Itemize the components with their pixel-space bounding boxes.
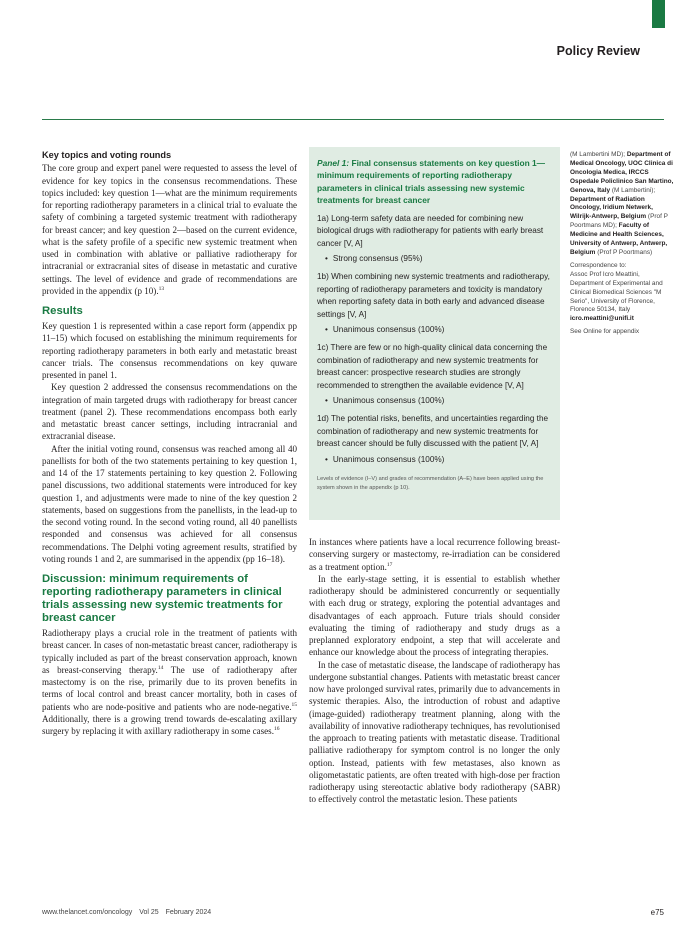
paragraph-results-1: Key question 1 is represented within a case report form (appendix pp 11–15) which focused on establishing the minimum requirements for reporting radiotherapy parameters in both early and metastatic breast cancer trials. The consensus recommendations on key quware presented in panel 1.: [42, 321, 297, 380]
main-column-left: [42, 149, 297, 737]
consensus-1b: • Unanimous consensus (100%): [325, 324, 552, 337]
statement-1d: 1d) The potential risks, benefits, and uncertainties regarding the combination of radiotherapy and new systemic treatments for breast cancer should be fully discussed with the patient [V, A]: [317, 413, 549, 449]
heading-key-topics: Key topics and voting rounds: [42, 150, 172, 160]
footer-left: [42, 909, 211, 916]
correspondence-email[interactable]: icro.meattini@unifi.it: [570, 315, 634, 323]
statement-1a: 1a) Long-term safety data are needed for combining new biological drugs with radiotherapy for patients with early breast cancer [V, A]: [317, 213, 544, 248]
heading-discussion: Discussion: minimum requirements of reporting radiotherapy parameters in clinical trials assessing new systemic treatments for breast cancer: [42, 573, 283, 624]
main-column-right: [309, 536, 560, 806]
paragraph-metastatic: In the case of metastatic disease, the landscape of radiotherapy has undergone substantial changes. Patients with metastatic breast cancer now have prolonged survival rates, primarily due to advancements in systemic therapies. Also, the introduction of robust and adaptive (image-guided) radiotherapy treatment planning, along with the availability of innovative radiotherapy techniques, has revolutionised the approach to treating patients with metastatic disease. Traditional palliative radiotherapy for symptom control is no longer the only option. Instead, patients with few metastases, also known as oligometastatic patients, are often treated with high-dose per fraction radiotherapy using stereotactic ablative body radiotherapy (SABR) to effectively control the metastatic lesion. These patients: [309, 659, 560, 805]
consensus-1c: • Unanimous consensus (100%): [325, 395, 552, 408]
footer-volume: Vol 25: [139, 909, 159, 916]
section-title: Policy Review: [556, 44, 640, 58]
correspondence-block: Correspondence to: Assoc Prof Icro Meattini, Department of Experimental and Clinical Biomedical Sciences "M Serio", University of Florence, Florence 50134, Italy icro.meattini@unifi.it: [570, 261, 663, 323]
affiliation-block: (M Lambertini MD); Department of Medical Oncology, UOC Clinica di Oncologia Medica, IRCCS Ospedale Policlinico San Martino, Genova, Italy (M Lambertini); Department of Radiation Oncology, Iridium Netwerk, Wilrijk-Antwerp, Belgium (Prof P Poortmans MD); Faculty of Medicine and Health Sciences, University of Antwerp, Antwerp, Belgium (Prof P Poortmans): [570, 151, 674, 256]
citation: 17: [386, 561, 393, 568]
paragraph-key-topics: The core group and expert panel were requested to assess the level of evidence for key topics in the consensus recommendations. These topics included: key question 1—what are the minimum requirements for reporting radiotherapy parameters in a clinical trial to evaluate the safety of combining a targeted systemic treatment with radiotherapy for breast cancer; and key question 2—based on the current evidence, what is the safety profile of a specific new systemic treatment when used in combination with ablative or palliative radiotherapy for intracranial or extracranial sites of disease in metastatic and curative settings. The level of evidence and grade of recommendations are provided in the appendix (p 10).$^{13}$: [42, 163, 297, 296]
paragraph-results-2: Key question 2 addressed the consensus recommendations on the integration of main targeted drugs with radiotherapy for breast cancer treatment (panel 2). These recommendations encompass both early and metastatic breast cancer settings, including intracranial and extracranial disease.: [42, 382, 297, 442]
citation: 14: [157, 664, 164, 671]
statement-1b: 1b) When combining new systemic treatments and radiotherapy, reporting of radiotherapy parameters and toxicity is mandatory when reporting safety data in both early and advanced disease settings [V, A]: [317, 272, 550, 319]
statement-1c: 1c) There are few or no high-quality clinical data concerning the combination of radiotherapy and new systemic treatments for breast cancer: prospective research studies are strongly recommended to strengthen the available evidence [V, A]: [317, 342, 548, 390]
heading-results: Results: [42, 305, 83, 317]
paragraph-early-stage: In the early-stage setting, it is essential to establish whether radiotherapy should be administered concurrently or sequentially with each drug or strategy, exploring the potential advantages and disadvantages of each approach. Future trials should consider evaluating the timing of radiotherapy and study drugs as a preplanned exploratory endpoint, a step that will accelerate and enhance our knowledge about the process of integrating therapies.: [309, 573, 560, 658]
citation: 13: [158, 285, 165, 292]
paragraph-recurrence: In instances where patients have a local recurrence following breast-conserving surgery or mastectomy, re-irradiation can be considered as a treatment option.$^{17}$: [309, 537, 560, 572]
section-color-tab: [652, 0, 665, 28]
citation: 16: [273, 725, 280, 732]
panel-title: Panel 1: Final consensus statements on key question 1—minimum requirements of reporting radiotherapy parameters in clinical trials assessing new systemic treatments for breast cancer: [317, 158, 546, 206]
footer-url[interactable]: www.thelancet.com/oncology: [42, 909, 133, 916]
panel-1-box: [309, 147, 560, 520]
footer-date: February 2024: [165, 909, 212, 916]
consensus-1d: • Unanimous consensus (100%): [325, 454, 552, 467]
citation: 15: [291, 701, 297, 708]
panel-footnote: Levels of evidence (I–V) and grades of recommendation (A–E) have been applied using the system shown in the appendix (p 10).: [317, 476, 544, 491]
see-online-link[interactable]: See Online for appendix: [570, 328, 640, 336]
header-rule: [42, 119, 664, 120]
paragraph-results-3: After the initial voting round, consensus was reached among all 40 panellists for both of the two statements pertaining to key question 1, and 14 of the 17 statements pertaining to key question 2. Following panel discussions, two additional statements were introduced for key question 1, and adjustments were made to nine of the key question 2 statements, based on suggestions from the panellists, in the lead-up to the second voting round. In the second voting round, all 40 panellists responded and consensus was achieved for all consensus recommendations. The Delphi voting agreement results, stratified by voting rounds 1 and 2, are summarised in the appendix (pp 16–18).: [42, 443, 297, 564]
affiliations-sidebar: [570, 151, 674, 341]
page-number: e75: [650, 908, 664, 917]
consensus-1a: • Strong consensus (95%): [325, 253, 552, 266]
paragraph-discussion: Radiotherapy plays a crucial role in the treatment of patients with breast cancer. In cases of non-metastatic breast cancer, radiotherapy is typically included as part of the breast conservation approach, known as breast-conserving therapy.$^{14}$ The use of radiotherapy after mastectomy is on the rise, primarily due to its proven benefits in terms of local control and breast cancer mortality, both in cases of patients who are node-positive and patients who are node-negative.$^{15}$ Additionally, there is a growing trend towards de-escalating axillary surgery by replacing it with axillary radiotherapy in some cases.$^{16}$: [42, 628, 298, 736]
